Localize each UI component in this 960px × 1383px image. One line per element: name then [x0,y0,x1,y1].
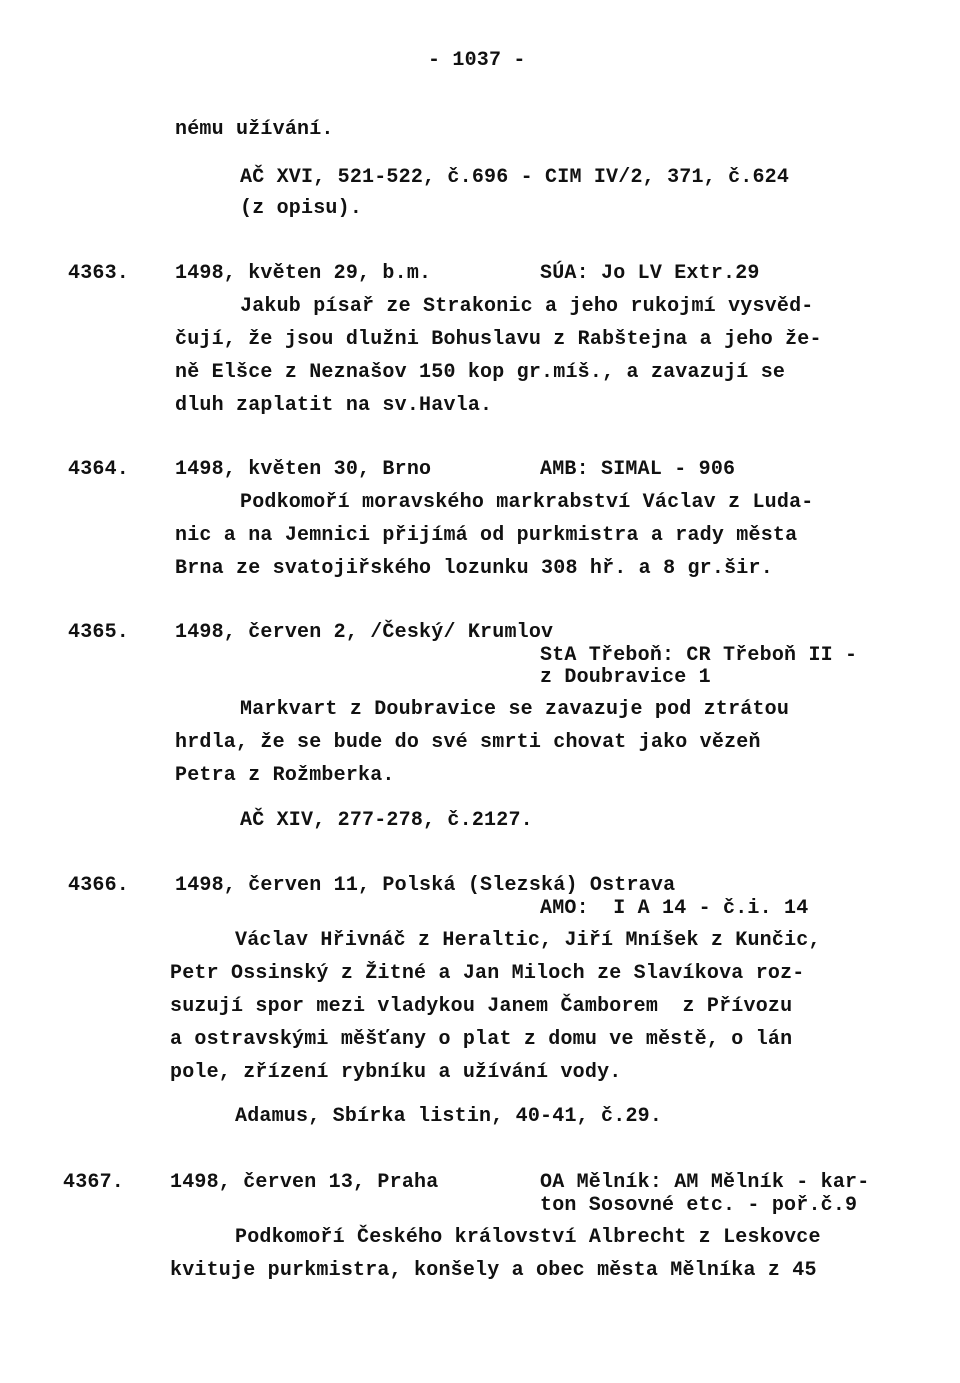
entry-text-line: ně Elšce z Neznašov 150 kop gr.míš., a zavazují se [175,361,786,384]
source-reference: AČ XVI, 521-522, č.696 - CIM IV/2, 371, č.624 [240,166,790,189]
entry-source: Adamus, Sbírka listin, 40-41, č.29. [235,1105,663,1128]
entry-archive: ton Sosovné etc. - poř.č.9 [540,1194,858,1217]
entry-date: 1498, červen 13, Praha [170,1171,439,1194]
entry-text-line: kvituje purkmistra, konšely a obec města Mělníka z 45 [170,1259,817,1282]
entry-text-line: nic a na Jemnici přijímá od purkmistra a rady města [175,524,798,547]
entry-number: 4367. [63,1171,125,1194]
entry-date: 1498, květen 29, b.m. [175,262,432,285]
entry-text-line: a ostravskými měšťany o plat z domu ve městě, o lán [170,1028,793,1051]
page-number: - 1037 - [428,49,526,72]
entry-date: 1498, květen 30, Brno [175,458,432,481]
entry-number: 4363. [68,262,130,285]
entry-text-line: pole, zřízení rybníku a užívání vody. [170,1061,622,1084]
entry-text-line: Podkomoří moravského markrabství Václav z Ludа- [240,491,814,514]
entry-text-line: Podkomoří Českého království Albrecht z Leskovce [235,1226,821,1249]
entry-text-line: Jakub písař ze Strakonic a jeho rukojmí vysvěd- [240,295,814,318]
entry-number: 4365. [68,621,130,644]
entry-text-line: Petra z Rožmberka. [175,764,395,787]
entry-archive: z Doubravice 1 [540,666,711,689]
entry-text-line: dluh zaplatit na sv.Havla. [175,394,493,417]
continuation-text: nému užívání. [175,118,334,141]
entry-text-line: Brna ze svatojiřského lozunku 308 hř. a 8 gr.šir. [175,557,773,580]
entry-number: 4366. [68,874,130,897]
entry-archive: AMB: SIMAL - 906 [540,458,736,481]
entry-text-line: Markvart z Doubravice se zavazuje pod ztrátou [240,698,790,721]
source-reference: (z opisu). [240,197,363,220]
entry-archive: AMO: I A 14 - č.i. 14 [540,897,809,920]
entry-number: 4364. [68,458,130,481]
entry-date: 1498, červen 11, Polská (Slezská) Ostrava [175,874,676,897]
entry-archive: SÚA: Jo LV Extr.29 [540,262,760,285]
entry-text-line: Václav Hřivnáč z Heraltic, Jiří Mníšek z Kunčic, [235,929,821,952]
entry-text-line: hrdla, že se bude do své smrti chovat jako vězeň [175,731,761,754]
entry-archive: OA Mělník: AM Mělník - kar- [540,1171,870,1194]
entry-text-line: Petr Ossinský z Žitné a Jan Miloch ze Slavíkova roz- [170,962,805,985]
entry-archive: StA Třeboň: CR Třeboň II - [540,644,858,667]
entry-source: AČ XIV, 277-278, č.2127. [240,809,533,832]
entry-date: 1498, červen 2, /Český/ Krumlov [175,621,554,644]
entry-text-line: suzují spor mezi vladykou Janem Čamborem z Přívozu [170,995,793,1018]
entry-text-line: čují, že jsou dlužni Bohuslavu z Rabštejna a jeho že- [175,328,822,351]
